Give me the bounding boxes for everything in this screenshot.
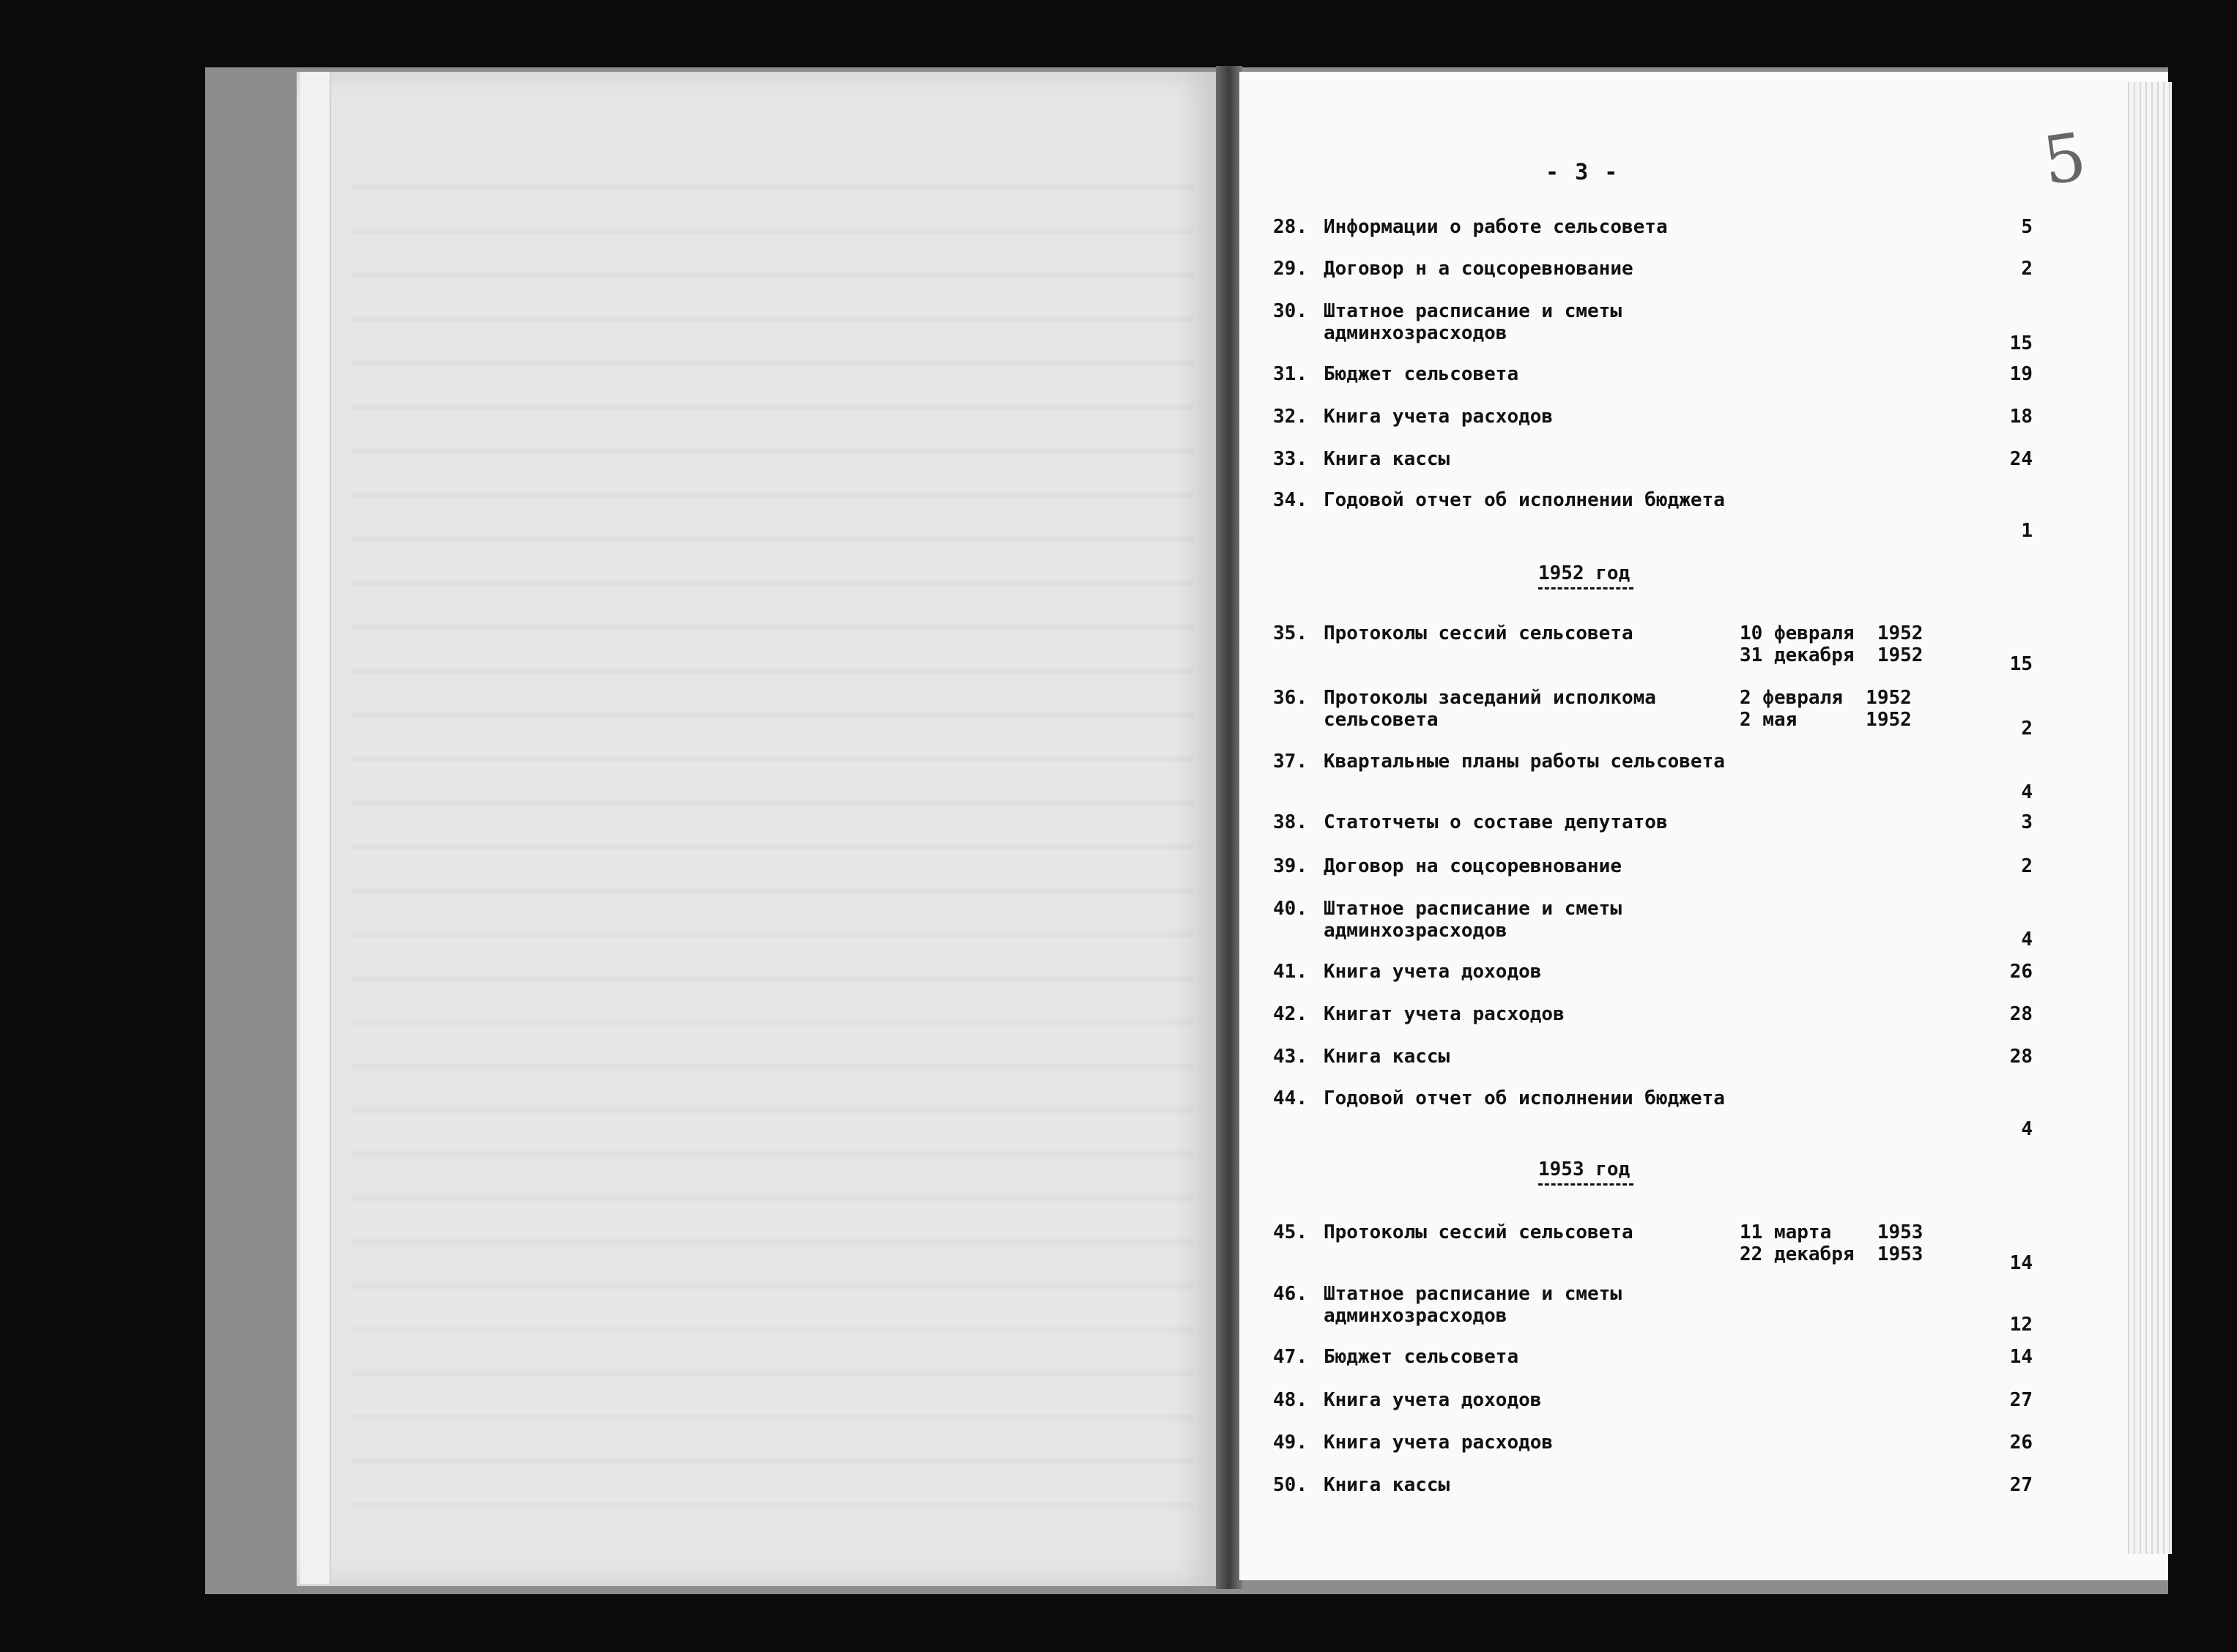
entry-title: Книга кассы [1324, 1474, 1450, 1496]
entry-sheet-count: 4 [2021, 781, 2033, 803]
page-stack-edge [2128, 82, 2172, 1554]
entry-title: Книга учета доходов [1324, 961, 1542, 983]
entry-title: Бюджет сельсовета [1324, 1346, 1519, 1368]
entry-sheet-count: 14 [2009, 1346, 2033, 1368]
entry-title: Штатное расписание и сметы админхозрасходов [1324, 1283, 1622, 1327]
entry-dates: 10 февраля 1952 31 декабря 1952 [1740, 622, 1923, 666]
entry-sheet-count: 15 [2009, 332, 2033, 354]
pencil-folio-mark: 5 [2038, 118, 2091, 201]
entry-number: 48. [1273, 1389, 1307, 1411]
entry-title: Статотчеты о составе депутатов [1324, 811, 1668, 833]
entry-sheet-count: 26 [2009, 1432, 2033, 1454]
book-gutter [1216, 66, 1242, 1589]
entry-number: 49. [1273, 1432, 1307, 1454]
entry-title: Книга кассы [1324, 1046, 1450, 1068]
entry-number: 43. [1273, 1046, 1307, 1068]
entry-title: Книгат учета расходов [1324, 1003, 1565, 1025]
page-number: - 3 - [1546, 160, 1620, 185]
entry-title: Книга учета доходов [1324, 1389, 1542, 1411]
left-page-edge [300, 72, 331, 1584]
heading-underline [1538, 587, 1633, 589]
entry-sheet-count: 27 [2009, 1474, 2033, 1496]
entry-number: 44. [1273, 1087, 1307, 1109]
entry-title: Годовой отчет об исполнении бюджета [1324, 489, 1725, 511]
entry-number: 38. [1273, 811, 1307, 833]
left-page-bleedthrough [352, 146, 1194, 1538]
entry-number: 33. [1273, 448, 1307, 470]
entry-number: 34. [1273, 489, 1307, 511]
entry-sheet-count: 14 [2009, 1252, 2033, 1274]
entry-sheet-count: 26 [2009, 961, 2033, 983]
entry-sheet-count: 12 [2009, 1314, 2033, 1336]
entry-sheet-count: 1 [2021, 520, 2033, 542]
entry-title: Годовой отчет об исполнении бюджета [1324, 1087, 1725, 1109]
entry-sheet-count: 3 [2021, 811, 2033, 833]
entry-sheet-count: 5 [2021, 216, 2033, 238]
entry-number: 36. [1273, 687, 1307, 709]
entry-title: Протоколы сессий сельсовета [1324, 622, 1633, 644]
entry-title: Книга учета расходов [1324, 406, 1554, 428]
heading-underline [1538, 1183, 1633, 1186]
entry-sheet-count: 27 [2009, 1389, 2033, 1411]
entry-number: 41. [1273, 961, 1307, 983]
entry-title: Бюджет сельсовета [1324, 363, 1519, 385]
entry-number: 37. [1273, 751, 1307, 773]
entry-sheet-count: 24 [2009, 448, 2033, 470]
entry-sheet-count: 15 [2009, 653, 2033, 675]
section-heading-1953: 1953 год [1538, 1158, 1630, 1180]
entry-sheet-count: 2 [2021, 855, 2033, 877]
entry-title: Штатное расписание и сметы админхозрасходов [1324, 300, 1622, 344]
entry-title: Протоколы сессий сельсовета [1324, 1221, 1633, 1243]
entry-sheet-count: 19 [2009, 363, 2033, 385]
entry-number: 50. [1273, 1474, 1307, 1496]
entry-number: 30. [1273, 300, 1307, 322]
entry-sheet-count: 4 [2021, 1118, 2033, 1140]
entry-sheet-count: 2 [2021, 718, 2033, 740]
entry-title: Книга кассы [1324, 448, 1450, 470]
entry-sheet-count: 4 [2021, 929, 2033, 950]
entry-number: 47. [1273, 1346, 1307, 1368]
entry-dates: 11 марта 1953 22 декабря 1953 [1740, 1221, 1923, 1265]
entry-number: 28. [1273, 216, 1307, 238]
entry-number: 39. [1273, 855, 1307, 877]
entry-title: Штатное расписание и сметы админхозрасходов [1324, 898, 1622, 942]
entry-number: 40. [1273, 898, 1307, 920]
entry-number: 46. [1273, 1283, 1307, 1305]
entry-number: 29. [1273, 258, 1307, 280]
section-heading-1952: 1952 год [1538, 562, 1630, 584]
entry-sheet-count: 18 [2009, 406, 2033, 428]
entry-dates: 2 февраля 1952 2 мая 1952 [1740, 687, 1912, 731]
entry-sheet-count: 28 [2009, 1003, 2033, 1025]
entry-number: 45. [1273, 1221, 1307, 1243]
entry-number: 32. [1273, 406, 1307, 428]
entry-sheet-count: 28 [2009, 1046, 2033, 1068]
entry-sheet-count: 2 [2021, 258, 2033, 280]
entry-number: 42. [1273, 1003, 1307, 1025]
entry-title: Договор на соцсоревнование [1324, 855, 1622, 877]
entry-title: Информации о работе сельсовета [1324, 216, 1668, 238]
entry-number: 31. [1273, 363, 1307, 385]
entry-title: Книга учета расходов [1324, 1432, 1554, 1454]
entry-title: Квартальные планы работы сельсовета [1324, 751, 1725, 773]
entry-title: Договор н а соцсоревнование [1324, 258, 1633, 280]
entry-number: 35. [1273, 622, 1307, 644]
entry-title: Протоколы заседаний исполкома сельсовета [1324, 687, 1656, 731]
